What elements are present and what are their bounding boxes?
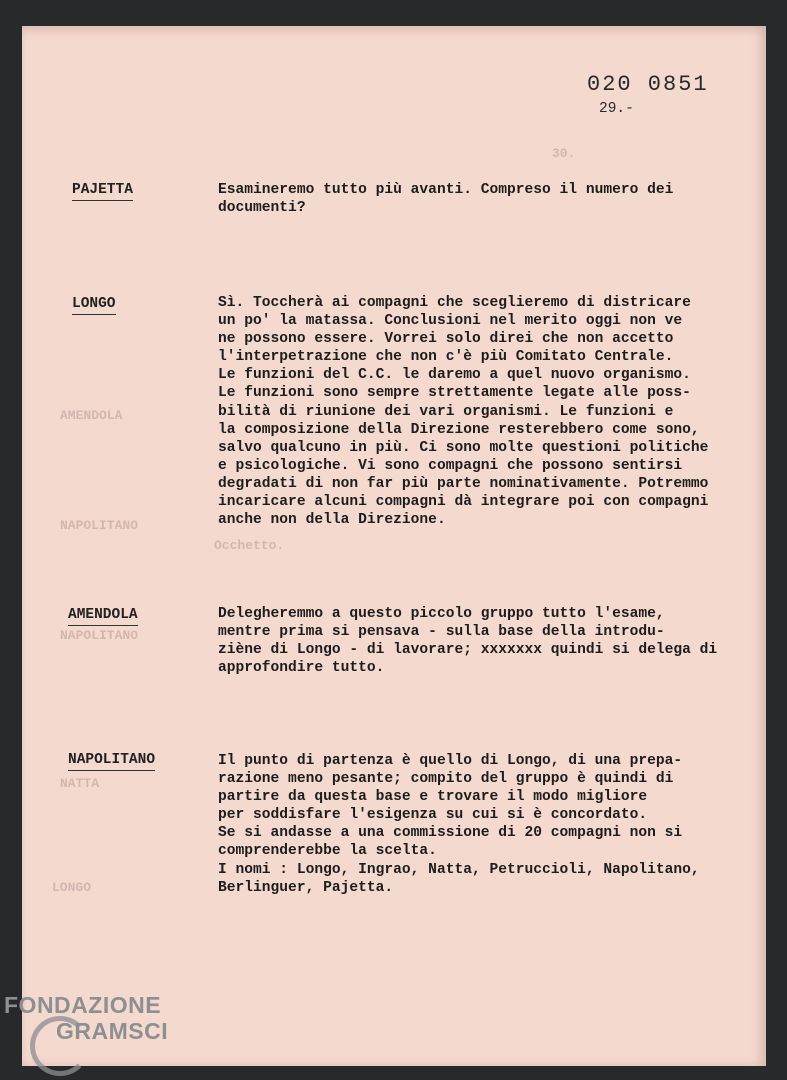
- bleed-through-text: NAPOLITANO: [60, 628, 139, 643]
- watermark-logo: FONDAZIONE GRAMSCI: [4, 992, 169, 1044]
- bleed-through-text: NAPOLITANO: [60, 518, 139, 533]
- bleed-through-text: Occhetto.: [214, 538, 285, 553]
- speaker-longo: LONGO: [72, 296, 116, 315]
- speaker-napolitano: NAPOLITANO: [68, 752, 155, 771]
- speech-pajetta: Esamineremo tutto più avanti. Compreso il numero dei documenti?: [218, 182, 674, 217]
- bleed-through-text: NATTA: [60, 776, 100, 791]
- speech-amendola: Delegheremmo a questo piccolo gruppo tutto l'esame, mentre prima si pensava - sulla base della introdu- ziène di Longo - di lavorare; xxxxxxx quindi si delega di approfondire tutto.: [218, 606, 718, 677]
- archive-stamp-number: 020 0851: [587, 72, 709, 97]
- bleed-through-text: AMENDOLA: [60, 408, 123, 423]
- speaker-pajetta: PAJETTA: [72, 182, 133, 201]
- speech-longo: Sì. Toccherà ai compagni che sceglieremo di districare un po' la matassa. Conclusioni nel merito oggi non ve ne possono essere. Vorrei solo direi che non accetto l'interpetrazione che non c'è più Comitato Centrale. Le funzioni del C.C. le daremo a quel nuovo organismo. Le funzioni sono sempre strettamente legate alle poss- bilità di riunione dei vari organismi. Le funzioni e la composizione della Direzione resterebbero come sono, salvo qualcuno in più. Ci sono molte questioni politiche e psicologiche. Vi sono compagni che possono sentirsi degradati di non far più parte nominativamente. Potremmo incaricare alcuni compagni dà integrare poi con compagni anche non della Direzione.: [218, 295, 709, 529]
- bleed-through-text: LONGO: [52, 880, 92, 895]
- speech-napolitano: Il punto di partenza è quello di Longo, di una prepa- razione meno pesante; compito del gruppo è quindi di partire da questa base e trovare il modo migliore per soddisfare l'esigenza su cui si è concordato. Se si andasse a una commissione di 20 compagni non si comprenderebbe la scelta. I nomi : Longo, Ingrao, Natta, Petruccioli, Napolitano, Berlinguer, Pajetta.: [218, 753, 700, 896]
- bleed-through-text: 30.: [552, 146, 576, 161]
- page-number: 29.-: [599, 101, 634, 117]
- speaker-amendola: AMENDOLA: [68, 607, 138, 626]
